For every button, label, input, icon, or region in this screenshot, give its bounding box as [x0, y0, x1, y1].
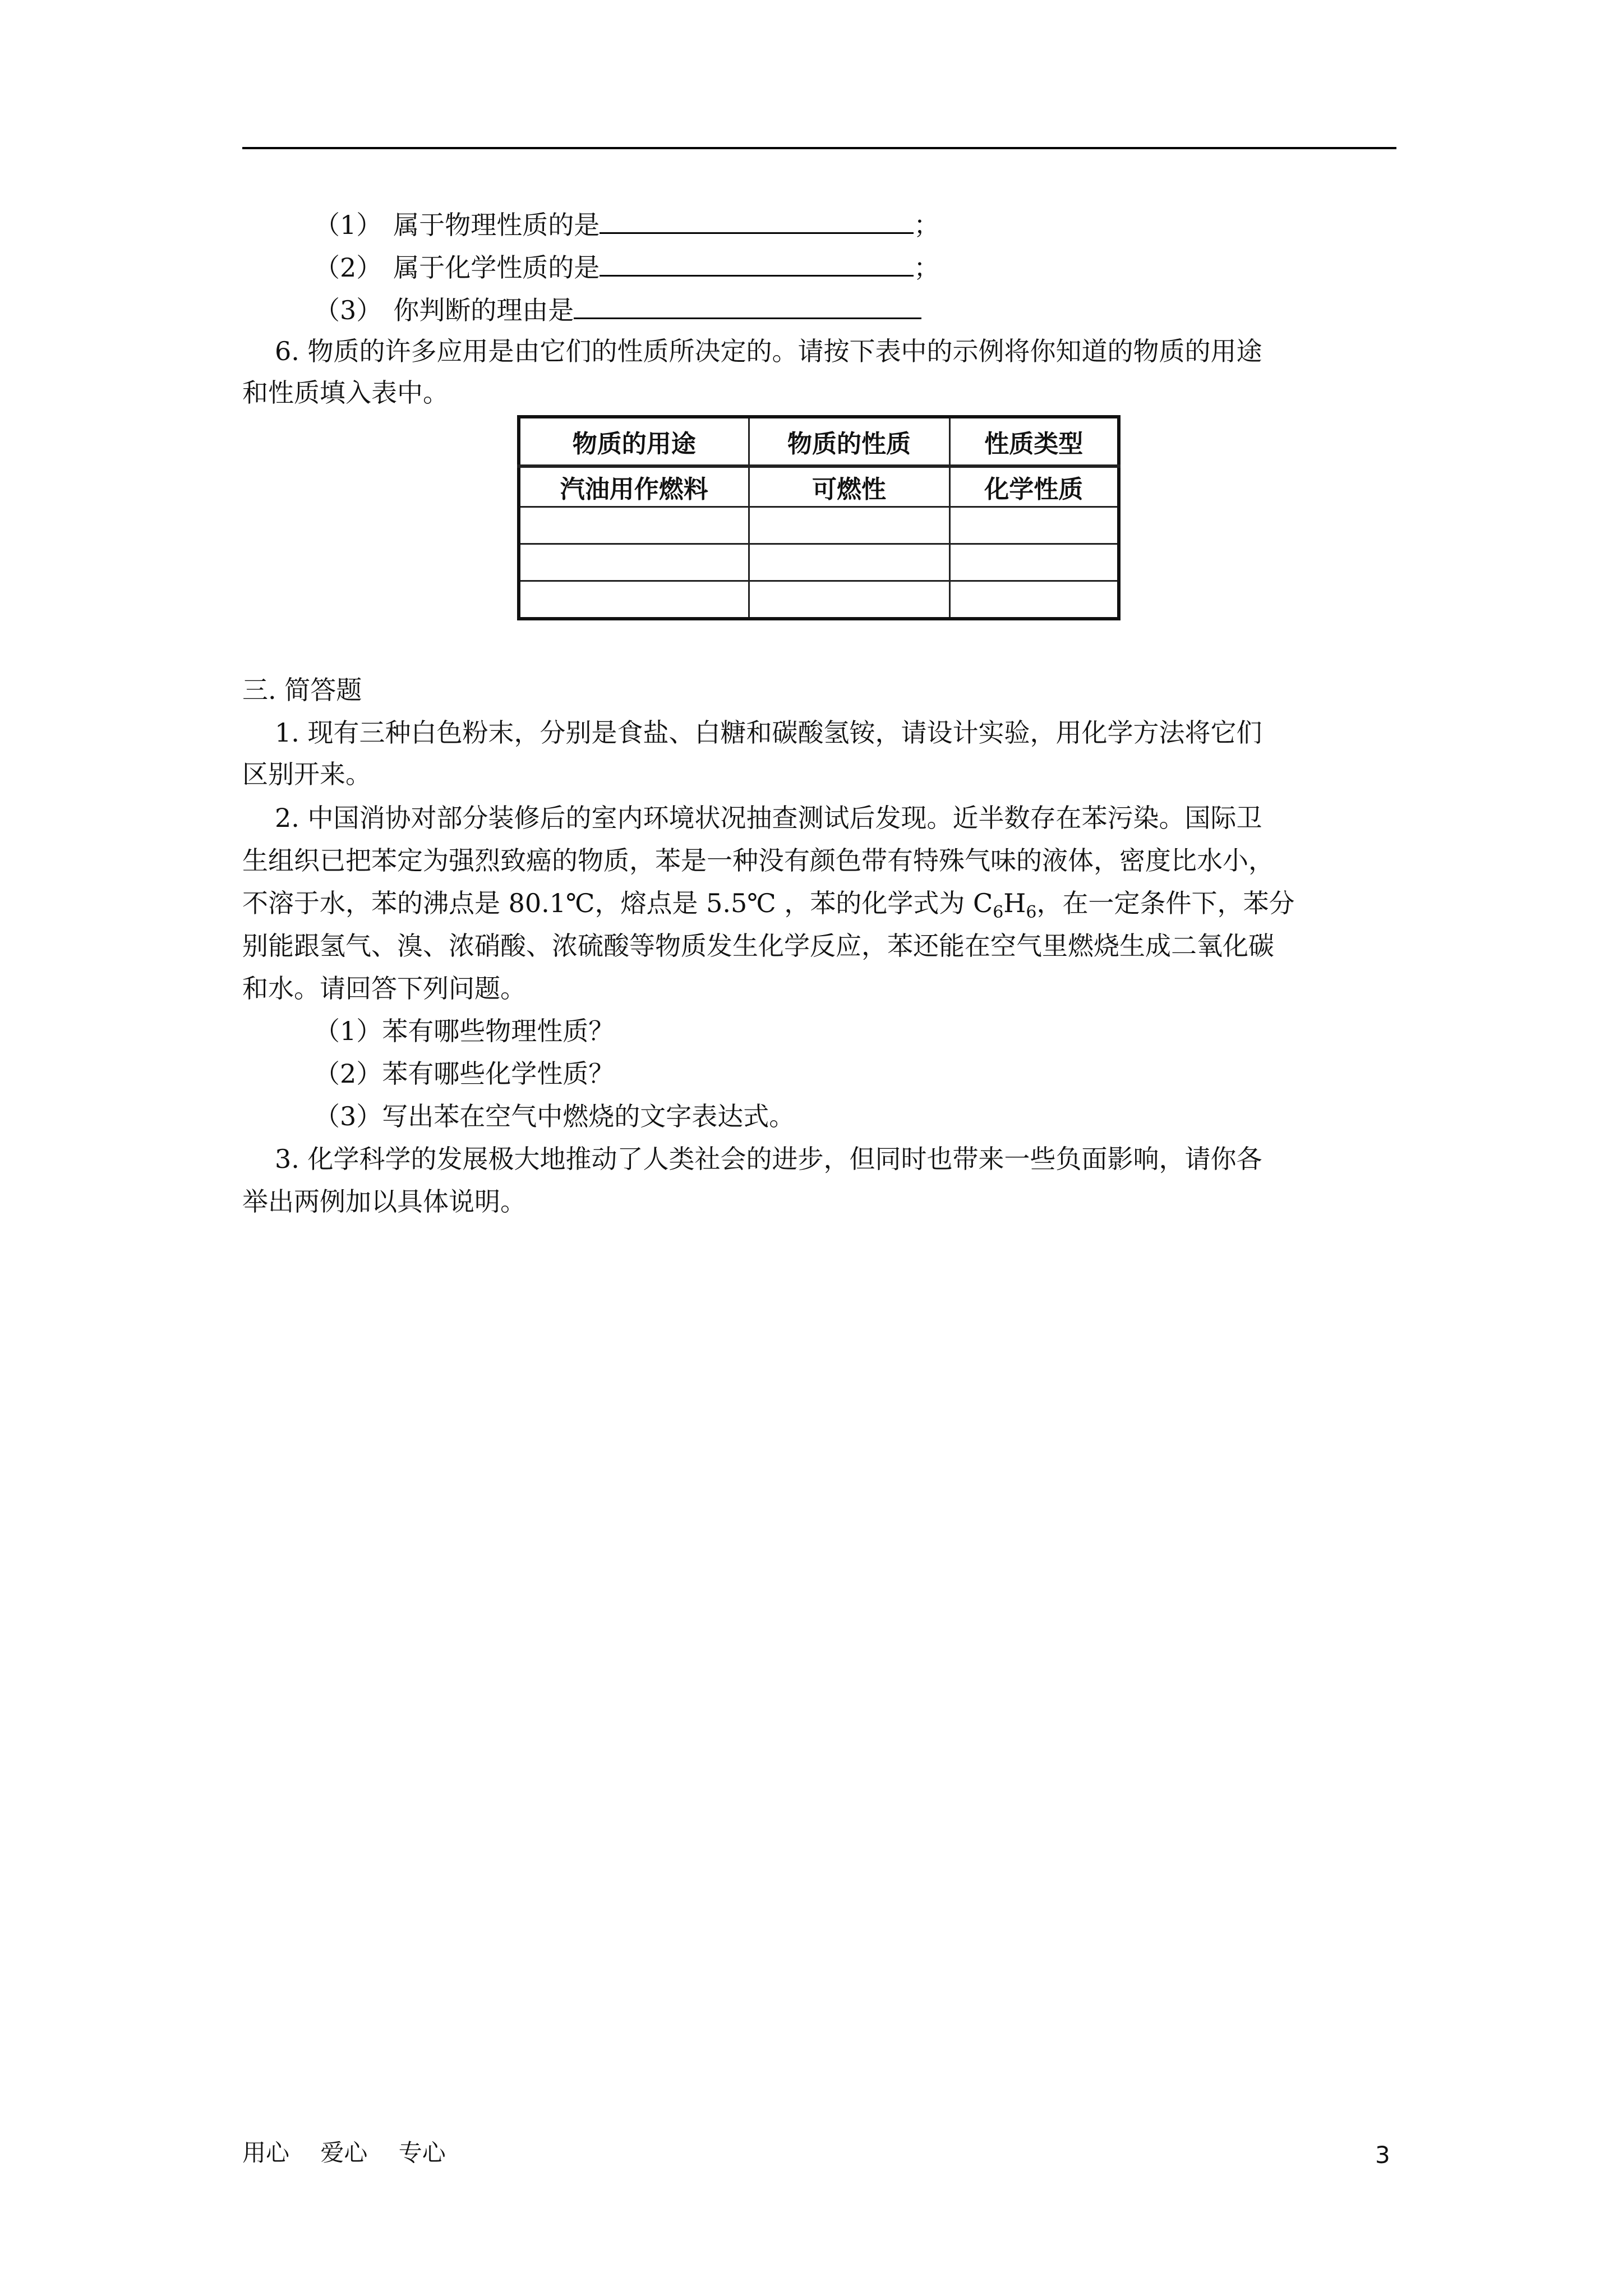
s3-q1-line2: 区别开来。: [242, 759, 371, 789]
s3-q3-line1: 3. 化学科学的发展极大地推动了人类社会的进步，但同时也带来一些负面影响，请你各: [275, 1144, 1262, 1174]
table-row: [519, 507, 1119, 544]
s3-q1-line1: 1. 现有三种白色粉末，分别是食盐、白糖和碳酸氢铵，请设计实验，用化学方法将它们: [275, 717, 1262, 748]
table-cell: 汽油用作燃料: [519, 466, 749, 507]
s3-q3-line2: 举出两例加以具体说明。: [242, 1186, 526, 1217]
table-row: [519, 544, 1119, 581]
s3-q2-line3: 不溶于水，苯的沸点是 80.1℃，熔点是 5.5℃ ，苯的化学式为 $C_6H_6$，在一定条件下，苯分: [242, 888, 1295, 922]
answer-blank[interactable]: [574, 291, 921, 319]
table-cell: 化学性质: [949, 466, 1119, 507]
answer-blank[interactable]: [600, 248, 914, 277]
table-cell-empty[interactable]: [949, 581, 1119, 619]
table-row: [519, 581, 1119, 619]
s3-q2-line1: 2. 中国消协对部分装修后的室内环境状况抽查测试后发现。近半数存在苯污染。国际卫: [275, 803, 1262, 833]
s3-q2-sub3: （3）写出苯在空气中燃烧的文字表达式。: [314, 1101, 795, 1131]
s3-q2-line5: 和水。请回答下列问题。: [242, 973, 526, 1004]
s3-q2-sub1: （1）苯有哪些物理性质？: [314, 1016, 615, 1046]
table-header: 物质的用途: [519, 417, 749, 466]
q6-line2: 和性质填入表中。: [242, 378, 449, 408]
page-number: 3: [1375, 2141, 1390, 2169]
s3-q2-sub2: （2）苯有哪些化学性质？: [314, 1059, 615, 1089]
table-cell-empty[interactable]: [949, 507, 1119, 544]
table-cell-empty[interactable]: [519, 544, 749, 581]
table-header: 物质的性质: [749, 417, 949, 466]
q6-line1: 6. 物质的许多应用是由它们的性质所决定的。请按下表中的示例将你知道的物质的用途: [275, 336, 1262, 366]
table-header: 性质类型: [949, 417, 1119, 466]
answer-blank[interactable]: [600, 205, 914, 234]
header-rule: [242, 147, 1396, 149]
table-cell-empty[interactable]: [749, 544, 949, 581]
table-cell-empty[interactable]: [519, 581, 749, 619]
table-cell-empty[interactable]: [519, 507, 749, 544]
q5-sub2: （2） 属于化学性质的是 ；: [314, 248, 939, 284]
table-cell-empty[interactable]: [949, 544, 1119, 581]
q5-sub3: （3） 你判断的理由是: [314, 291, 921, 327]
table-cell-empty[interactable]: [749, 581, 949, 619]
s3-q2-line2: 生组织已把苯定为强烈致癌的物质，苯是一种没有颜色带有特殊气味的液体，密度比水小，: [242, 845, 1274, 876]
q5-sub1: （1） 属于物理性质的是 ；: [314, 205, 939, 242]
section-title: 三. 简答题: [242, 675, 362, 705]
s3-q2-line4: 别能跟氢气、溴、浓硝酸、浓硫酸等物质发生化学反应，苯还能在空气里燃烧生成二氧化碳: [242, 931, 1274, 961]
footer-motto: 用心 爱心 专心: [242, 2139, 446, 2166]
table-cell: 可燃性: [749, 466, 949, 507]
table-header-row: [519, 417, 1119, 466]
table-cell-empty[interactable]: [749, 507, 949, 544]
properties-table: [517, 415, 1121, 620]
table-row: [519, 466, 1119, 507]
